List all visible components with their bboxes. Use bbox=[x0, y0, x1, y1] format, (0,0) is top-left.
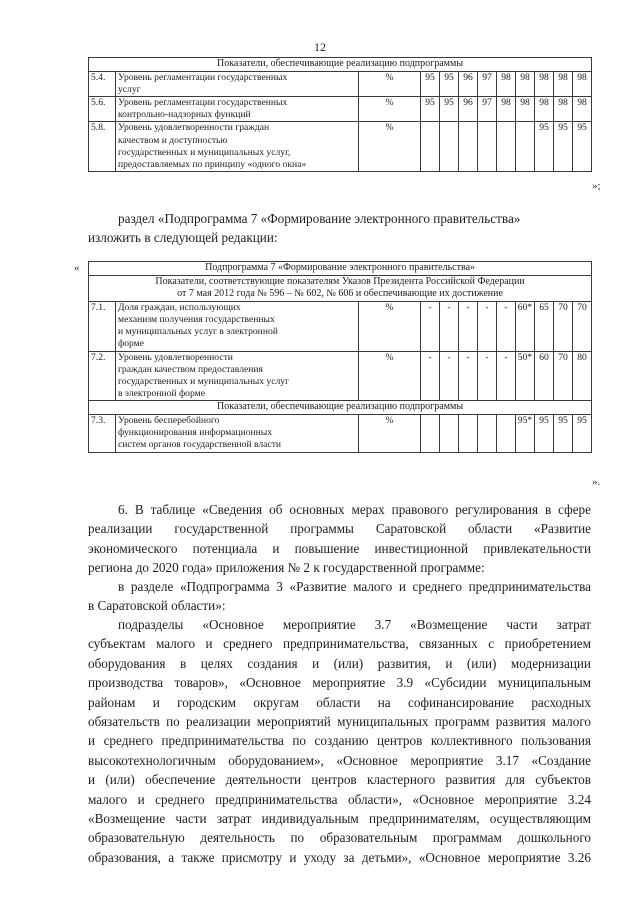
value-cell: 98 bbox=[554, 71, 573, 96]
value-cell: - bbox=[478, 301, 497, 351]
value-cell bbox=[421, 122, 440, 172]
paragraph-line: оборудования в целях создания и (или) развития, и (или) модернизации bbox=[88, 655, 591, 671]
unit: % bbox=[359, 122, 421, 172]
paragraph-line: и (или) обеспечение деятельности центров кластерного развития для субъектов bbox=[88, 772, 591, 788]
value-cell: 70 bbox=[554, 351, 573, 401]
value-cell bbox=[497, 122, 516, 172]
paragraph-section-intro bbox=[118, 209, 578, 228]
value-cell: 98 bbox=[573, 71, 592, 96]
value-cell: 98 bbox=[497, 97, 516, 122]
value-cell bbox=[478, 415, 497, 453]
opening-quote: « bbox=[74, 262, 80, 274]
value-cell: 80 bbox=[573, 351, 592, 401]
value-cell: 95 bbox=[554, 122, 573, 172]
row-number: 7.2. bbox=[89, 351, 116, 401]
indicator-name: Уровень регламентации государственных услуг bbox=[116, 71, 359, 96]
row-number: 5.4. bbox=[89, 71, 116, 96]
table-section-header-row bbox=[89, 401, 592, 415]
paragraph-line: раздел «Подпрограмма 7 «Формирование электронного правительства» bbox=[118, 211, 521, 226]
section-header: Показатели, обеспечивающие реализацию подпрограммы bbox=[89, 401, 592, 415]
row-number: 5.6. bbox=[89, 97, 116, 122]
section-header: Показатели, обеспечивающие реализацию подпрограммы bbox=[89, 58, 592, 72]
paragraph-line: экономического потенциала и повышение инвестиционной привлекательности bbox=[88, 540, 591, 556]
value-cell: 98 bbox=[497, 71, 516, 96]
value-cell: 95 bbox=[573, 415, 592, 453]
subprogram-7-table bbox=[88, 261, 592, 453]
paragraph-line: изложить в следующей редакции: bbox=[88, 230, 278, 245]
value-cell: 70 bbox=[554, 301, 573, 351]
indicator-name: Уровень удовлетворенности граждан качеством предоставления государственных и муниципальных услуг в электронной форме bbox=[116, 351, 359, 401]
value-cell bbox=[516, 122, 535, 172]
paragraph-line: районам и городским округам области на софинансирование расходных bbox=[88, 694, 591, 710]
indicator-name: Уровень бесперебойного функционирования информационных систем органов государственной власти bbox=[116, 415, 359, 453]
closing-quote: ». bbox=[592, 476, 601, 488]
value-cell: 95 bbox=[440, 71, 459, 96]
value-cell: 70 bbox=[573, 301, 592, 351]
paragraph-line: 6. В таблице «Сведения об основных мерах правового регулирования в сфере bbox=[118, 502, 591, 517]
closing-quote: »; bbox=[592, 180, 601, 192]
paragraph-line: малого и среднего предпринимательства области», «Основное мероприятие 3.24 bbox=[88, 791, 591, 807]
paragraph-item-6 bbox=[88, 500, 591, 578]
value-cell: 95 bbox=[554, 415, 573, 453]
value-cell bbox=[478, 122, 497, 172]
value-cell bbox=[440, 122, 459, 172]
value-cell: 50* bbox=[516, 351, 535, 401]
value-cell: 95 bbox=[440, 97, 459, 122]
value-cell: - bbox=[497, 301, 516, 351]
value-cell bbox=[421, 415, 440, 453]
table-row bbox=[89, 351, 592, 401]
value-cell: 98 bbox=[535, 97, 554, 122]
paragraph-line: в Саратовской области»: bbox=[88, 598, 226, 614]
paragraph-line: образовательную деятельность по образовательным программам дошкольного bbox=[88, 830, 591, 846]
unit: % bbox=[359, 97, 421, 122]
value-cell: 60* bbox=[516, 301, 535, 351]
value-cell: - bbox=[478, 351, 497, 401]
value-cell: - bbox=[459, 301, 478, 351]
indicator-name: Уровень регламентации государственных контрольно-надзорных функций bbox=[116, 97, 359, 122]
value-cell: 98 bbox=[516, 71, 535, 96]
value-cell: 98 bbox=[554, 97, 573, 122]
indicator-name: Уровень удовлетворенности граждан качеством и доступностью государственных и муниципальных услуг, предоставляемых по принципу «одного окна» bbox=[116, 122, 359, 172]
value-cell: 95* bbox=[516, 415, 535, 453]
value-cell: 96 bbox=[459, 71, 478, 96]
value-cell bbox=[497, 415, 516, 453]
subprogram-title: Подпрограмма 7 «Формирование электронного правительства» bbox=[89, 262, 592, 276]
paragraph-line: производства товаров», «Основное мероприятие 3.9 «Субсидии муниципальным bbox=[88, 675, 591, 691]
indicators-table-continued bbox=[88, 57, 592, 172]
value-cell: 97 bbox=[478, 71, 497, 96]
paragraph-line: «Возмещение части затрат индивидуальным предпринимателям, осуществляющим bbox=[88, 811, 591, 827]
page-number: 12 bbox=[314, 40, 326, 54]
table-title-row bbox=[89, 262, 592, 276]
value-cell: 98 bbox=[573, 97, 592, 122]
paragraph-line: в разделе «Подпрограмма 3 «Развитие малого и среднего предпринимательства bbox=[118, 579, 591, 594]
paragraph-line: образования, а также присмотру и уходу за детьми», «Основное мероприятие 3.26 bbox=[88, 849, 591, 865]
value-cell: - bbox=[440, 301, 459, 351]
paragraph-subsections bbox=[88, 615, 591, 867]
paragraph-line: субъектам малого и среднего предпринимательства, связанных с приобретением bbox=[88, 636, 591, 652]
value-cell: 95 bbox=[421, 71, 440, 96]
value-cell: 96 bbox=[459, 97, 478, 122]
row-number: 7.1. bbox=[89, 301, 116, 351]
value-cell: 60 bbox=[535, 351, 554, 401]
value-cell bbox=[440, 415, 459, 453]
table-section-header-row bbox=[89, 58, 592, 72]
value-cell: 98 bbox=[516, 97, 535, 122]
table-row bbox=[89, 122, 592, 172]
value-cell: - bbox=[459, 351, 478, 401]
unit: % bbox=[359, 71, 421, 96]
value-cell: - bbox=[440, 351, 459, 401]
value-cell: - bbox=[421, 301, 440, 351]
value-cell bbox=[459, 415, 478, 453]
value-cell: 98 bbox=[535, 71, 554, 96]
row-number: 7.3. bbox=[89, 415, 116, 453]
table-row bbox=[89, 71, 592, 96]
paragraph-line: подразделы «Основное мероприятие 3.7 «Возмещение части затрат bbox=[118, 617, 591, 632]
paragraph-line: и среднего предпринимательства по созданию центров коллективного пользования bbox=[88, 733, 591, 749]
table-row bbox=[89, 301, 592, 351]
value-cell bbox=[459, 122, 478, 172]
value-cell: 95 bbox=[421, 97, 440, 122]
indicator-name: Доля граждан, использующих механизм получения государственных и муниципальных услуг в электронной форме bbox=[116, 301, 359, 351]
value-cell: - bbox=[497, 351, 516, 401]
paragraph-line: региона до 2020 года» приложения № 2 к государственной программе: bbox=[88, 560, 485, 576]
value-cell: 95 bbox=[535, 122, 554, 172]
value-cell: 95 bbox=[535, 415, 554, 453]
paragraph-line: высокотехнологичным оборудованием», «Основное мероприятие 3.17 «Создание bbox=[88, 752, 591, 768]
paragraph-section-intro-cont bbox=[88, 228, 388, 247]
paragraph-line: обязательств по реализации мероприятий муниципальных программ развития малого bbox=[88, 714, 591, 730]
value-cell: 65 bbox=[535, 301, 554, 351]
table-row bbox=[89, 415, 592, 453]
paragraph-line: реализации государственной программы Саратовской области «Развитие bbox=[88, 521, 591, 537]
unit: % bbox=[359, 301, 421, 351]
unit: % bbox=[359, 415, 421, 453]
subprogram-subtitle: Показатели, соответствующие показателям Указов Президента Российской Федерации от 7 мая 2012 года № 596 – № 602, № 606 и обеспечивающие их достижение bbox=[89, 275, 592, 301]
paragraph-section-3 bbox=[88, 577, 591, 616]
value-cell: 95 bbox=[573, 122, 592, 172]
table-row bbox=[89, 97, 592, 122]
unit: % bbox=[359, 351, 421, 401]
table-subtitle-row bbox=[89, 275, 592, 301]
value-cell: 97 bbox=[478, 97, 497, 122]
row-number: 5.8. bbox=[89, 122, 116, 172]
value-cell: - bbox=[421, 351, 440, 401]
